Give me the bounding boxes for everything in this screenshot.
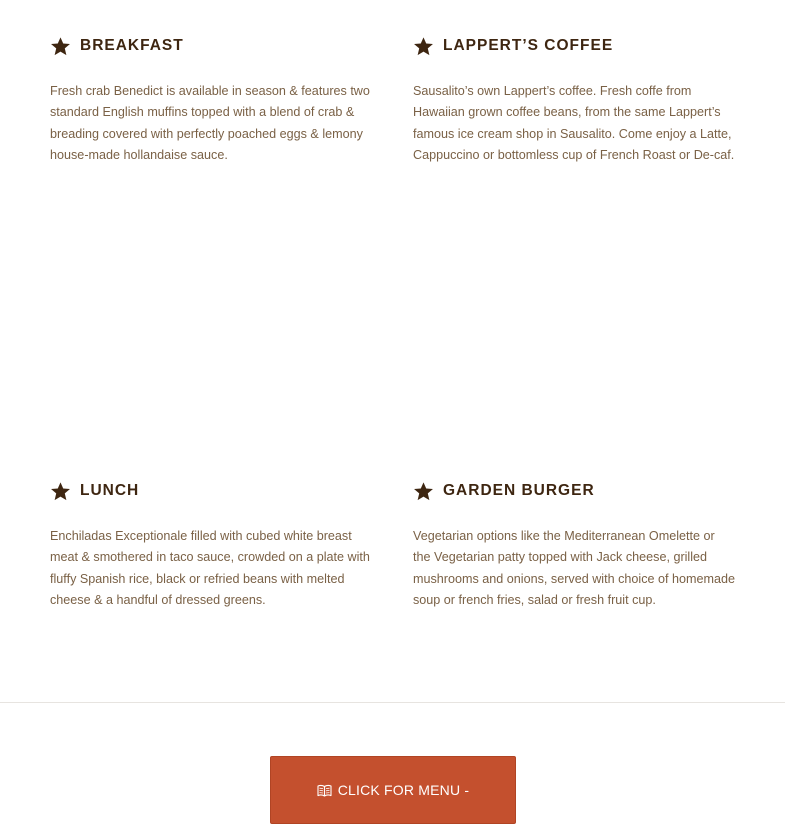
star-icon [413, 481, 434, 502]
card-description: Enchiladas Exceptionale filled with cubed white breast meat & smothered in taco sauce, crowded on a plate with fluffy Spanish rice, black or refried beans with melted cheese & a handful of dressed greens. [50, 529, 370, 608]
star-icon [50, 481, 71, 502]
star-icon [50, 36, 71, 57]
card-description: Sausalito’s own Lappert’s coffee. Fresh coffe from Hawaiian grown coffee beans, from the same Lappert’s famous ice cream shop in Sausalito. Come enjoy a Latte, Cappuccino or bottomless cup of French Roast or De-caf. [413, 84, 735, 163]
card-header [50, 33, 372, 59]
card-description: Fresh crab Benedict is available in season & features two standard English muffins topped with a blend of crab & breading covered with perfectly poached eggs & lemony house-made hollandaise sauce. [50, 84, 370, 163]
card-header [413, 33, 735, 59]
card-title: GARDEN BURGER [443, 482, 595, 499]
card-title: LAPPERT’S COFFEE [443, 37, 614, 54]
star-icon [413, 36, 434, 57]
click-for-menu-button[interactable] [270, 756, 516, 824]
card-lunch [50, 478, 372, 612]
card-header [50, 478, 372, 504]
card-title: LUNCH [80, 482, 140, 499]
card-header [413, 478, 735, 504]
card-description: Vegetarian options like the Mediterranean Omelette or the Vegetarian patty topped with Jack cheese, grilled mushrooms and onions, served with choice of homemade soup or french fries, salad or fresh fruit cup. [413, 529, 736, 608]
card-title: BREAKFAST [80, 37, 184, 54]
card-breakfast [50, 33, 372, 167]
card-garden-burger [413, 478, 735, 612]
menu-button-label: CLICK FOR MENU - [337, 782, 470, 798]
section-divider [0, 702, 785, 703]
card-lapperts-coffee [413, 33, 735, 167]
book-icon [317, 784, 332, 797]
